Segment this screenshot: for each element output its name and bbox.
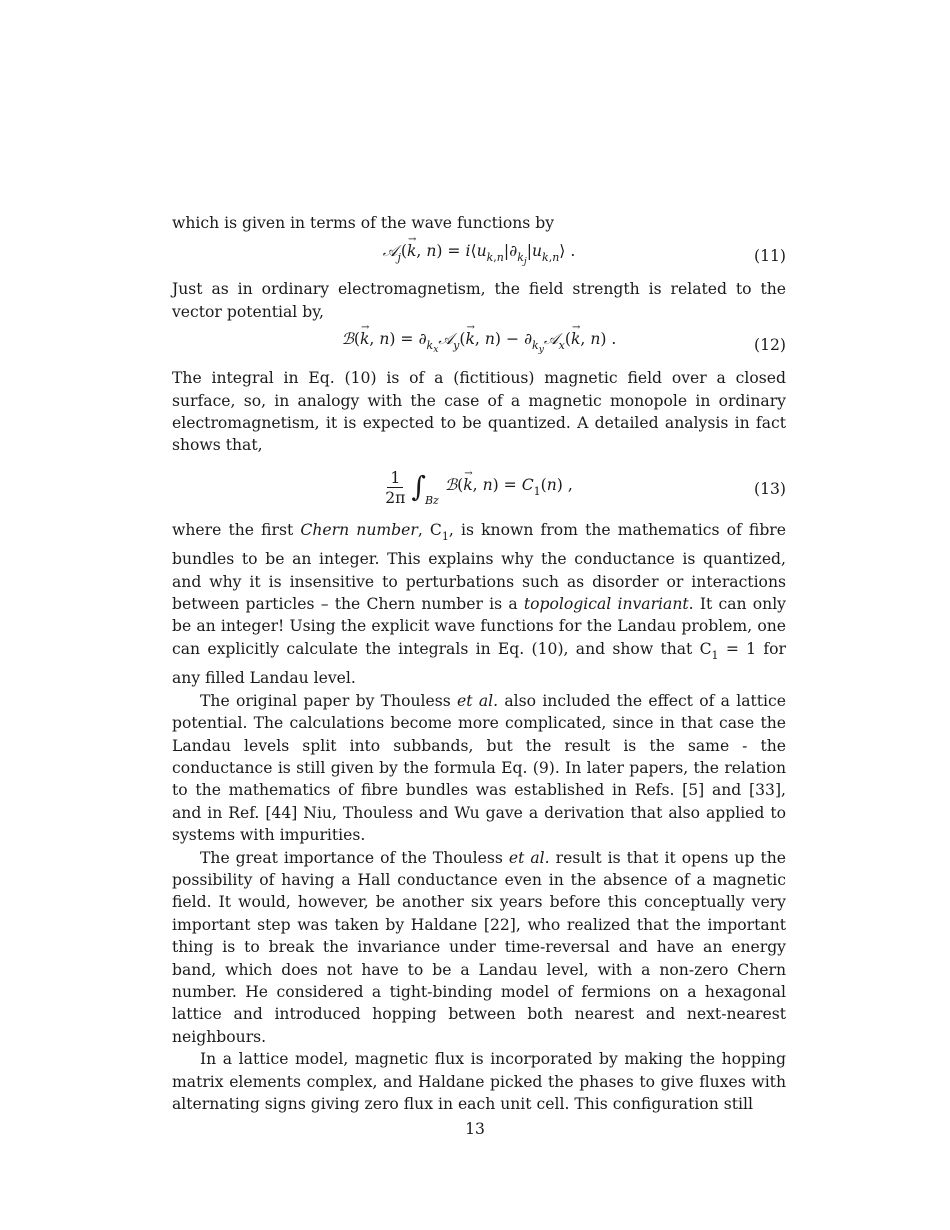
paragraph-7: In a lattice model, magnetic flux is incorporated by making the hopping matrix elements complex, and Haldane picked the phases to give fluxes with alternating signs giving zero flux in each unit cell. This configuration still: [172, 1050, 786, 1113]
integral-sign: ∫: [411, 469, 426, 503]
equation-13-domain: Bz: [424, 493, 439, 507]
chern-number-term: Chern number: [300, 520, 418, 539]
paragraph-4: where the first Chern number, $C_1$, is known from the mathematics of fibre bundles to be an integer. This explains why the conductance is quantized, and why it is insensitive to perturbations such as disorder or interactions between particles – the Chern number is a topological invariant. It can only be an integer! Using the explicit wave functions for the Landau problem, one can explicitly calculate the integrals in Eq. (10), and show that $C_1 = 1$ for any filled Landau level.: [172, 520, 786, 688]
equation-13-numerator: 1: [387, 469, 403, 488]
page-body: [172, 212, 786, 1115]
equation-13-denominator: 2π: [385, 489, 406, 508]
equation-13-body: $\frac{1}{2\pi}$ ∫ Bz ℬ(→ k, $n) = C_1(n)$ ,: [385, 469, 573, 508]
equation-12-number: (12): [753, 336, 786, 355]
equation-12-body: ℬ(→ k, $n) = \partial_{k_x}𝒜_y(\to k$, $n) - \partial_{k_y}𝒜_x(\to k$, n) .: [342, 328, 617, 362]
equation-13: [172, 465, 786, 513]
paragraph-1: which is given in terms of the wave functions by: [172, 214, 555, 232]
topological-invariant-term: topological invariant: [523, 595, 689, 614]
equation-11: [172, 242, 786, 270]
equation-13-number: (13): [753, 479, 786, 498]
equation-11-body: 𝒜$_j$(→ k, $n) = i⟨u_{k,n}|\partial_{k_j}|u_{k,n}⟩$ .: [383, 240, 576, 274]
equation-12: [172, 331, 786, 359]
paragraph-6: The great importance of the Thouless et al. result is that it opens up the possibility of having a Hall conductance even in the absence of a magnetic field. It would, however, be another six years before this conceptually very important step was taken by Haldane [22], who realized that the important thing is to break the invariance under time-reversal and have an energy band, which does not have to be a Landau level, with a non-zero Chern number. He considered a tight-binding model of fermions on a hexagonal lattice and introduced hopping between both nearest and next-nearest neighbours.: [172, 848, 786, 1046]
equation-13-fraction: [385, 469, 405, 508]
paragraph-3: The integral in Eq. (10) is of a (fictitious) magnetic field over a closed surface, so, in analogy with the case of a magnetic monopole in ordinary electromagnetism, it is expected to be quantized. A detailed analysis in fact shows that,: [172, 369, 786, 455]
page-number: 13: [465, 1120, 485, 1138]
paragraph-2: Just as in ordinary electromagnetism, the field strength is related to the vector potential by,: [172, 280, 786, 321]
equation-11-number: (11): [753, 247, 786, 266]
paragraph-5: The original paper by Thouless et al. also included the effect of a lattice potential. The calculations become more complicated, since in that case the Landau levels split into subbands, but the result is the same - the conductance is still given by the formula Eq. (9). In later papers, the relation to the mathematics of fibre bundles was established in Refs. [5] and [33], and in Ref. [44] Niu, Thouless and Wu gave a derivation that also applied to systems with impurities.: [172, 691, 787, 845]
